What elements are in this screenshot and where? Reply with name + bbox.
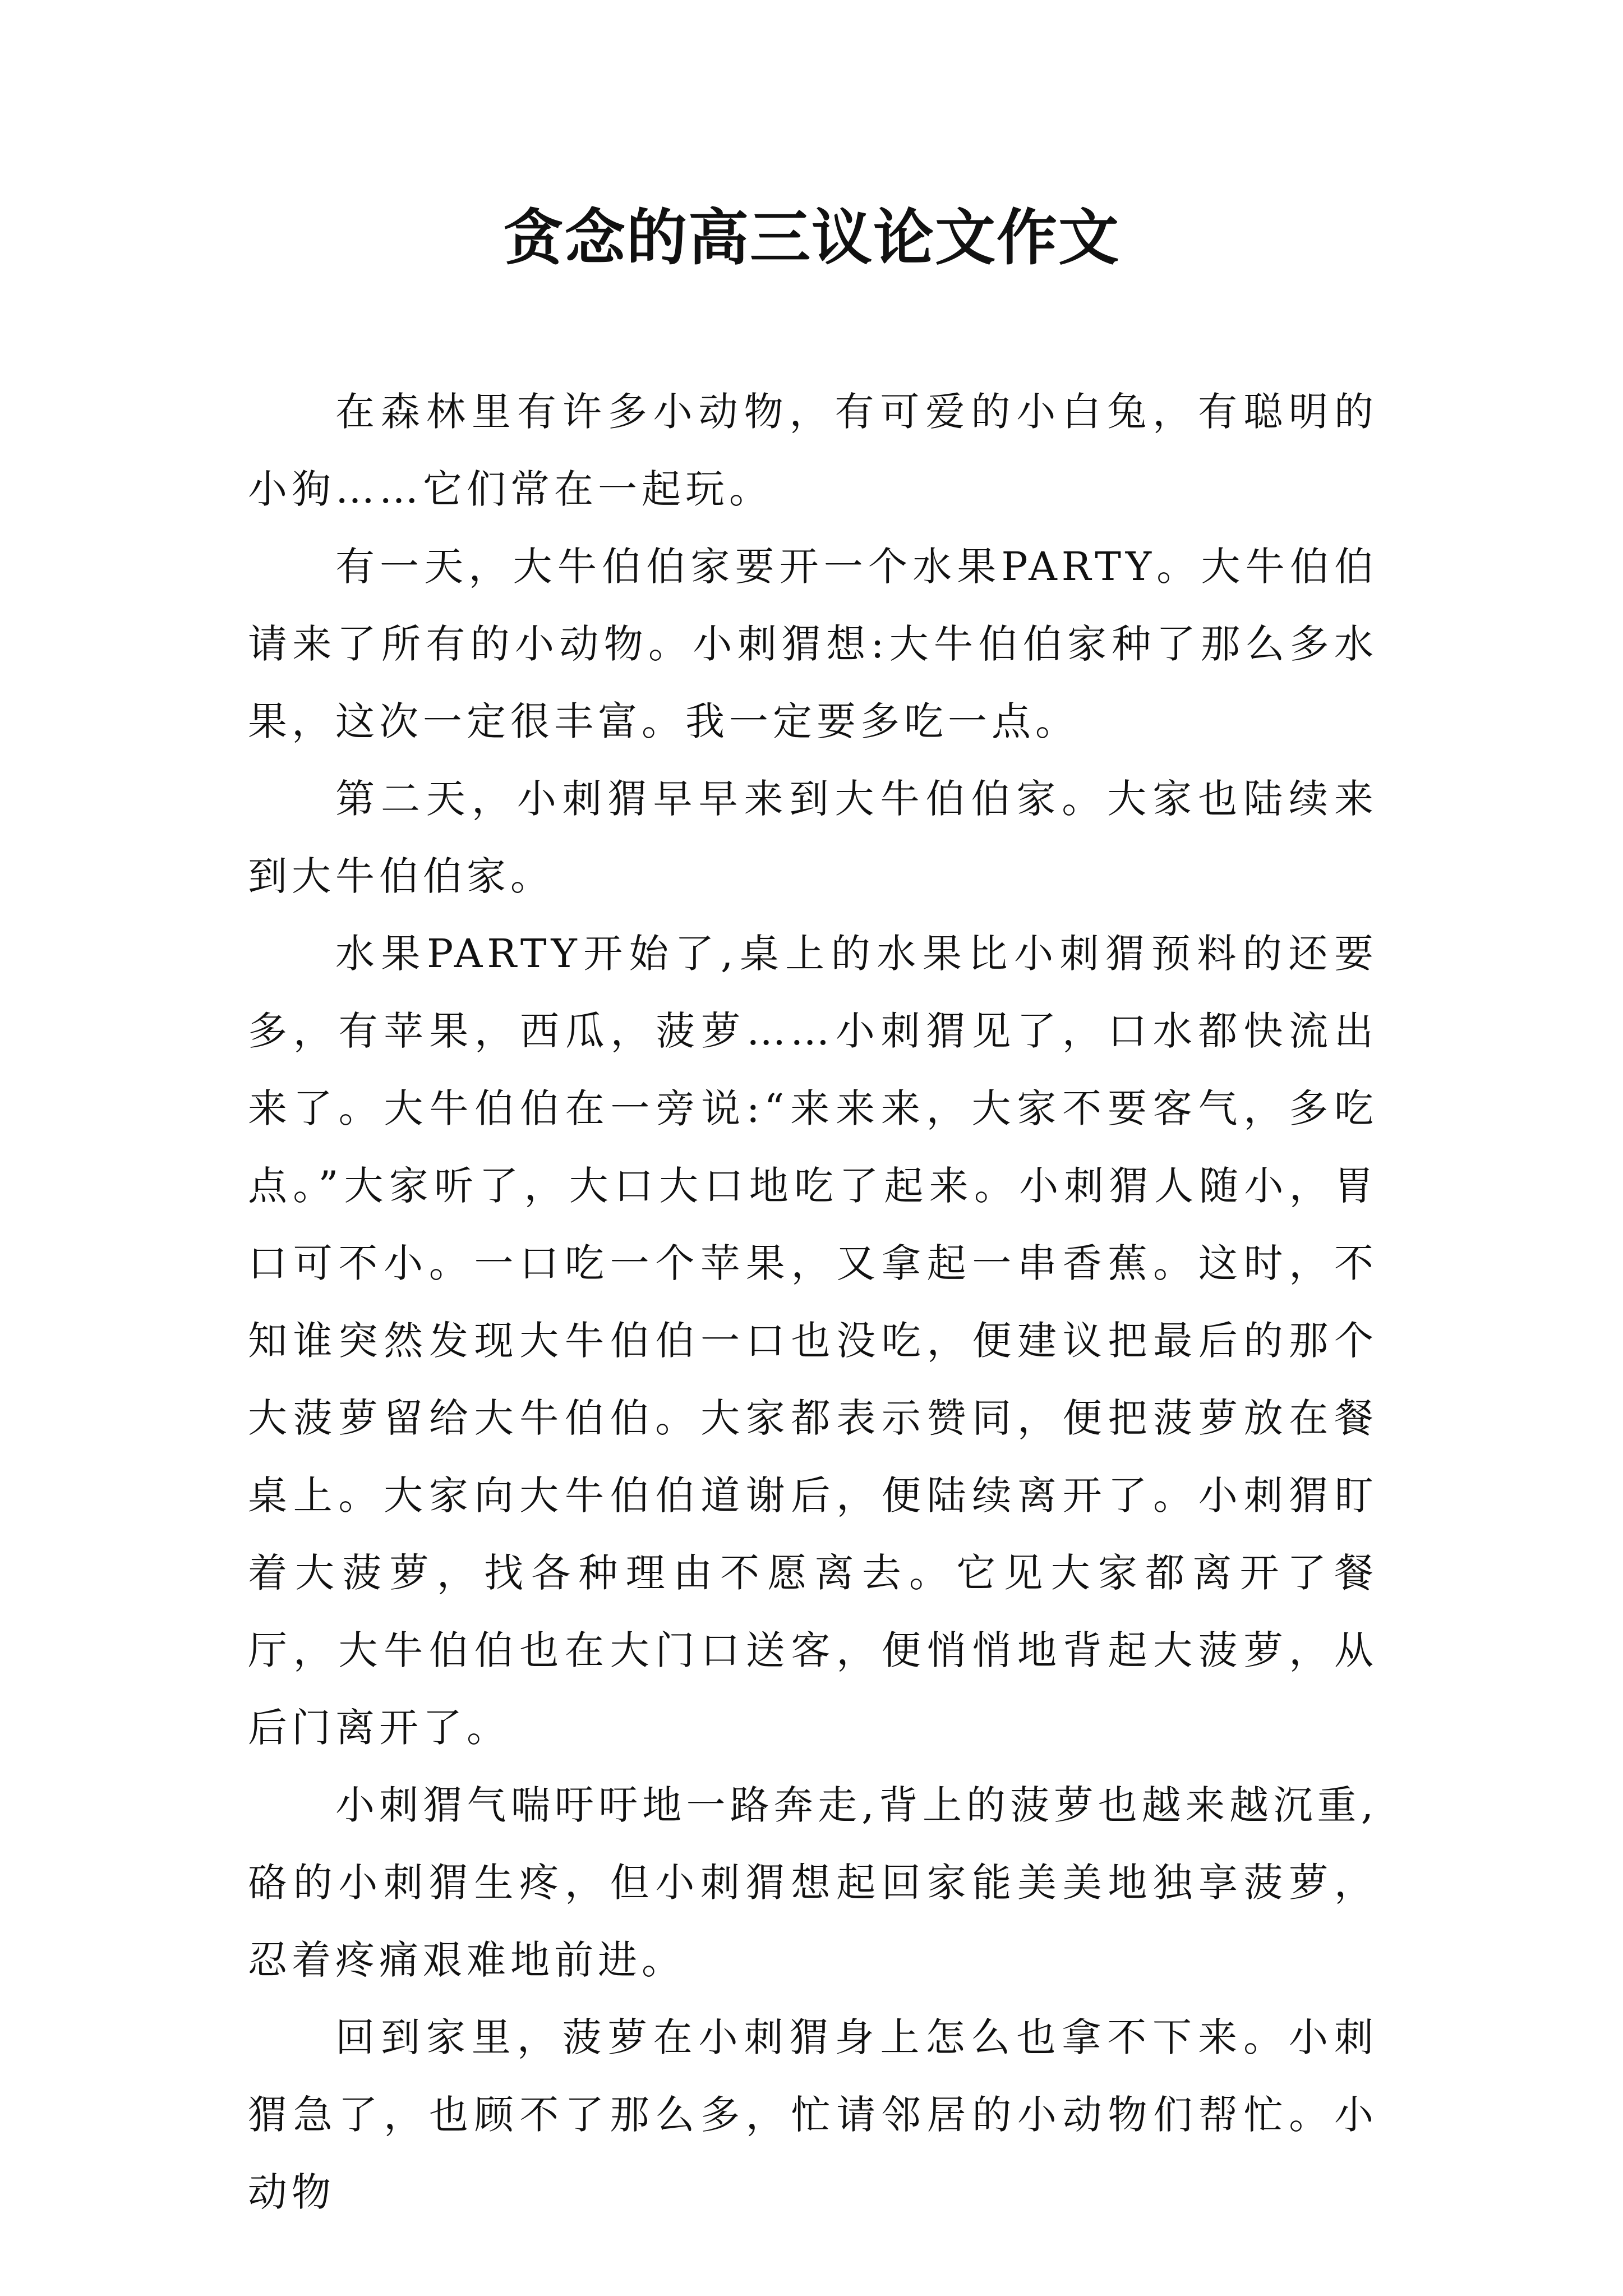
document-title: 贪念的高三议论文作文 — [502, 203, 1120, 273]
paragraph: 有一天，大牛伯伯家要开一个水果PARTY。大牛伯伯请来了所有的小动物。小刺猬想:大牛伯伯家种了那么多水果，这次一定很丰富。我一定要多吃一点。 — [248, 544, 1378, 744]
paragraph: 在森林里有许多小动物，有可爱的小白兔，有聪明的小狗……它们常在一起玩。 — [248, 389, 1378, 512]
document-body — [248, 373, 1378, 2231]
paragraph: 第二天，小刺猬早早来到大牛伯伯家。大家也陆续来到大牛伯伯家。 — [248, 776, 1378, 899]
paragraph: 回到家里，菠萝在小刺猬身上怎么也拿不下来。小刺猬急了，也顾不了那么多，忙请邻居的小动物们帮忙。小动物 — [248, 2014, 1378, 2215]
paragraph: 水果PARTY开始了,桌上的水果比小刺猬预料的还要多，有苹果，西瓜，菠萝……小刺猬见了，口水都快流出来了。大牛伯伯在一旁说:“来来来，大家不要客气，多吃点。”大家听了，大口大口地吃了起来。小刺猬人随小，胃口可不小。一口吃一个苹果，又拿起一串香蕉。这时，不知谁突然发现大牛伯伯一口也没吃，便建议把最后的那个大菠萝留给大牛伯伯。大家都表示赞同，便把菠萝放在餐桌上。大家向大牛伯伯道谢后，便陆续离开了。小刺猬盯着大菠萝，找各种理由不愿离去。它见大家都离开了餐厅，大牛伯伯也在大门口送客，便悄悄地背起大菠萝，从后门离开了。 — [248, 931, 1378, 1751]
paragraph: 小刺猬气喘吁吁地一路奔走,背上的菠萝也越来越沉重,硌的小刺猬生疼，但小刺猬想起回家能美美地独享菠萝，忍着疼痛艰难地前进。 — [248, 1782, 1378, 1983]
